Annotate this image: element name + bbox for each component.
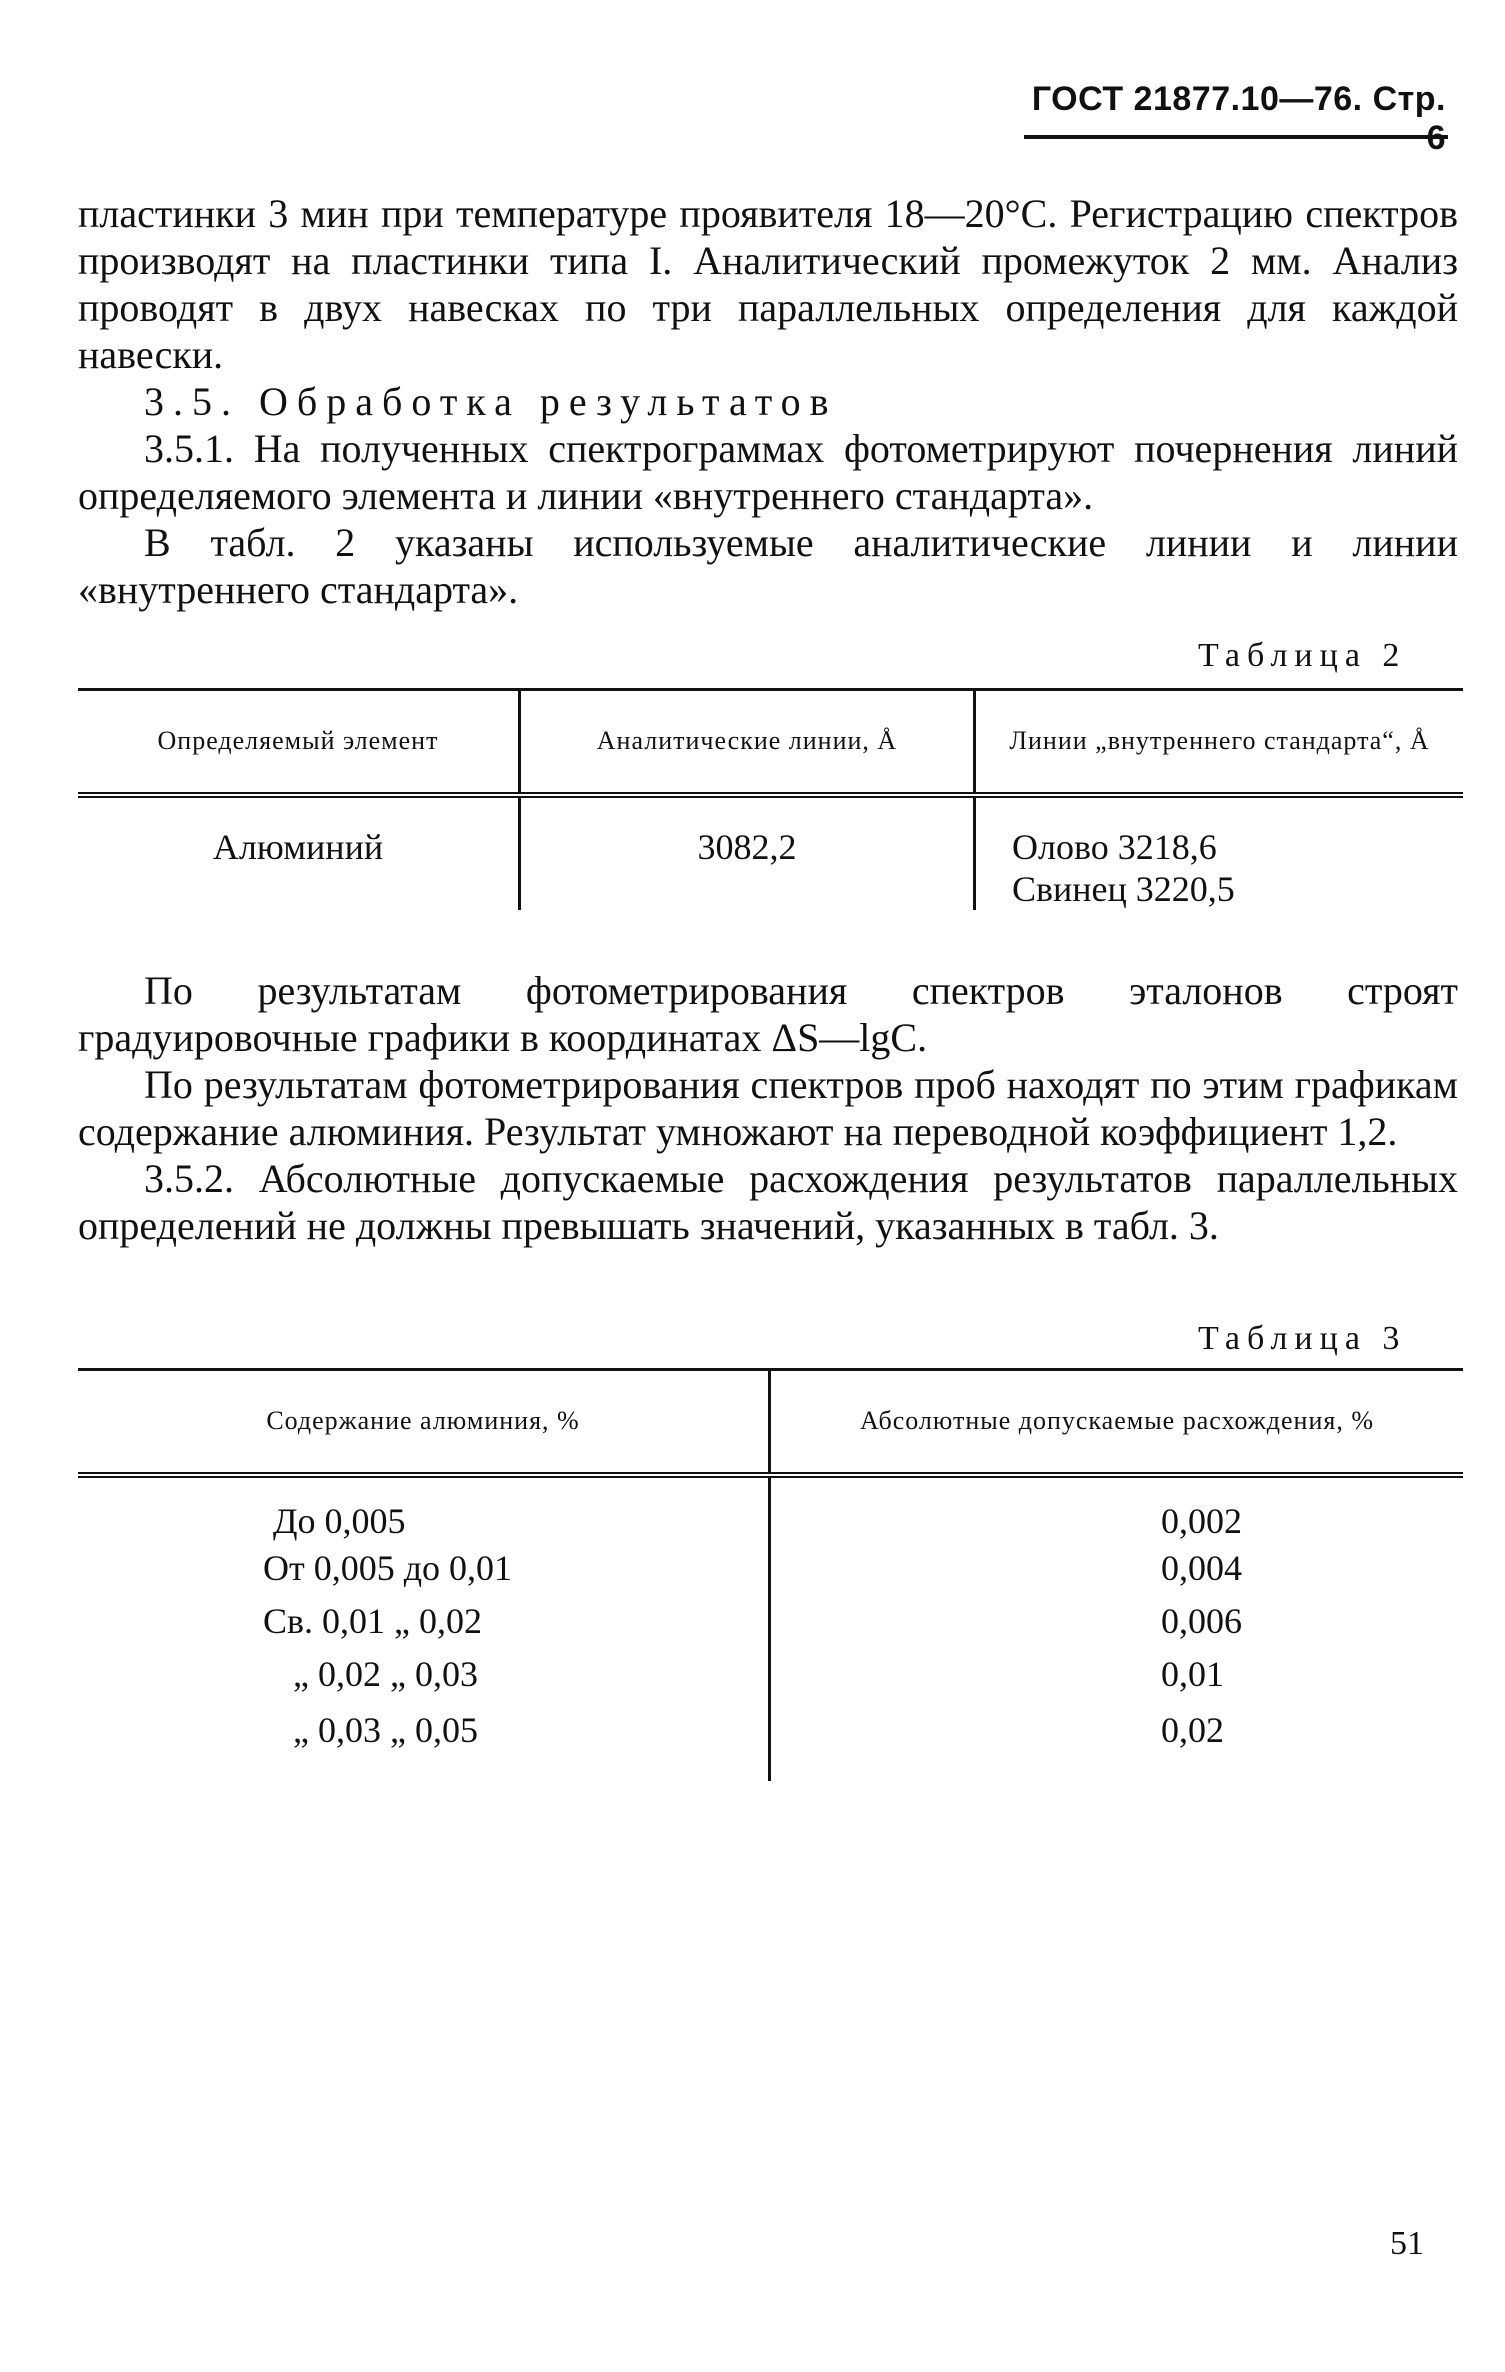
- table2-caption: Таблица 2: [1198, 637, 1407, 674]
- table3-row-1-content: До 0,005: [273, 1500, 406, 1541]
- table3-row-5-content: „ 0,03 „ 0,05: [293, 1709, 478, 1750]
- page-number: 51: [1390, 2225, 1424, 2262]
- paragraph-5: По результатам фотометрирования спектров проб находят по этим графикам содержание алюминия. Результат умножают на переводной коэффициент 1,2.: [78, 1062, 1458, 1154]
- table3-row-4-content: „ 0,02 „ 0,03: [293, 1654, 478, 1694]
- table-3: [78, 1368, 1463, 1781]
- table2-cell-standard: [975, 795, 1464, 910]
- table3-row-4-diff: 0,01: [770, 1648, 1464, 1701]
- page-header: ГОСТ 21877.10—76. Стр.: [1031, 80, 1446, 118]
- table2-header-lines: Аналитические линии, Å: [520, 690, 975, 795]
- paragraph-3: В табл. 2 указаны используемые аналитические линии и линии «внутреннего стандарта».: [78, 520, 1458, 612]
- table3-row-1-diff: 0,002: [770, 1475, 1464, 1542]
- paragraph-2: 3.5.1. На полученных спектрограммах фотометрируют почернения линий определяемого элемента и линии «внутреннего стандарта».: [78, 426, 1458, 518]
- table3-caption: Таблица 3: [1198, 1320, 1407, 1357]
- table-2: [78, 688, 1463, 910]
- table2-standard-lead: Свинец 3220,5: [1012, 868, 1235, 909]
- table2-header-standard: Линии „внутреннего стандарта“, Å: [975, 690, 1464, 795]
- table3-header-content: Содержание алюминия, %: [78, 1370, 770, 1475]
- table3-header-diff: Абсолютные допускаемые расхождения, %: [770, 1370, 1464, 1475]
- text-block-top: [78, 190, 1458, 613]
- table2-header-element: Определяемый элемент: [78, 690, 520, 795]
- text-block-middle: [78, 967, 1458, 1249]
- section-heading: 3.5. Обработка результатов: [144, 379, 838, 424]
- table3-row-3-diff: 0,006: [770, 1595, 1464, 1648]
- table3-row-5-diff: 0,02: [770, 1701, 1464, 1781]
- paragraph-6: 3.5.2. Абсолютные допускаемые расхождения результатов параллельных определений не должны превышать значений, указанных в табл. 3.: [78, 1156, 1458, 1248]
- table2-cell-element: Алюминий: [212, 826, 384, 867]
- paragraph-1: пластинки 3 мин при температуре проявителя 18—20°С. Регистрацию спектров производят на пластинки типа I. Аналитический промежуток 2 мм. Анализ проводят в двух навесках по три параллельных определения для каждой навески.: [78, 191, 1458, 377]
- header-rule: [1024, 135, 1448, 139]
- table2-cell-line: 3082,2: [520, 795, 975, 910]
- table3-row-2-diff: 0,004: [770, 1542, 1464, 1595]
- table3-row-2-content: От 0,005 до 0,01: [263, 1548, 513, 1588]
- paragraph-4: По результатам фотометрирования спектров эталонов строят градуировочные графики в координатах ΔS—lgC.: [78, 968, 1458, 1060]
- table3-row-3-content: Св. 0,01 „ 0,02: [263, 1601, 482, 1641]
- table2-standard-tin: Олово 3218,6: [1012, 826, 1217, 867]
